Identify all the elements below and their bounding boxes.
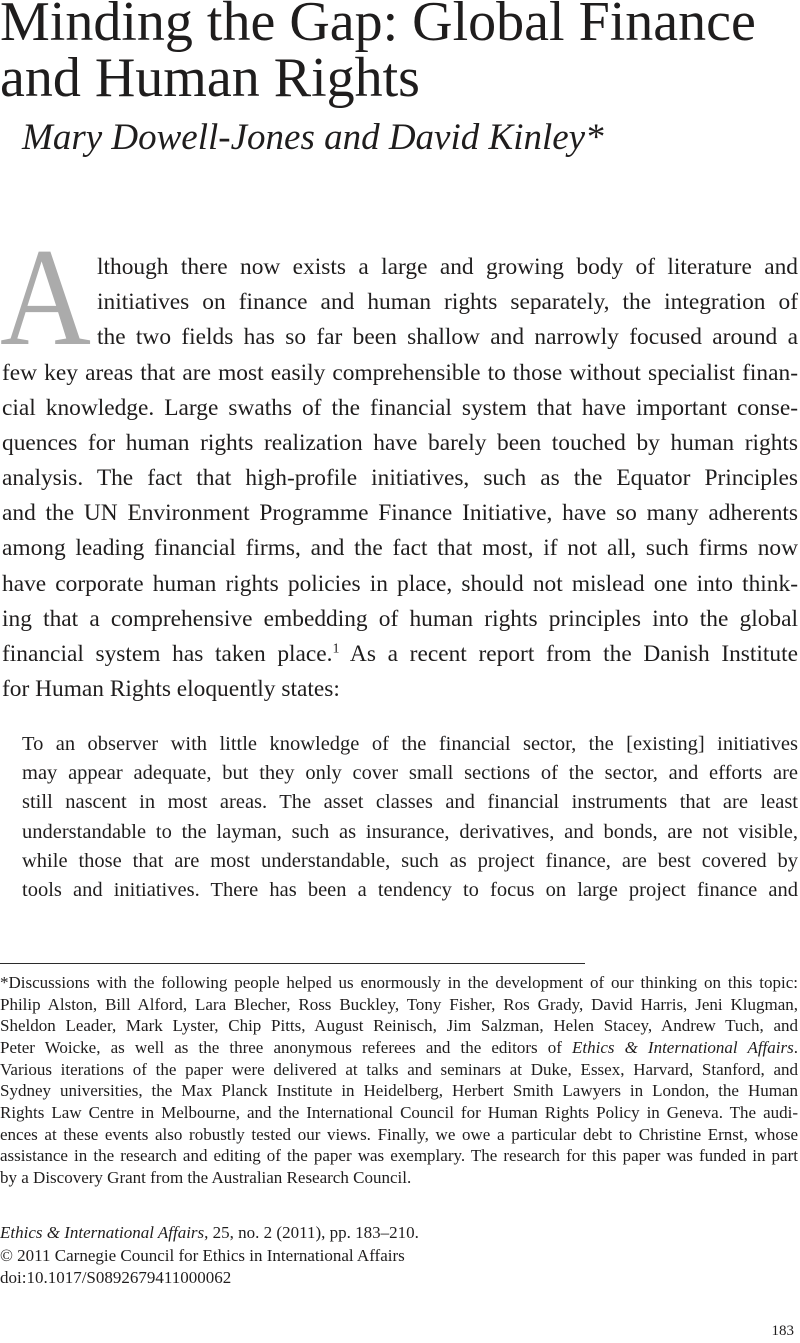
footnote-line: Sheldon Leader, Mark Lyster, Chip Pitts, August Reinisch, Jim Salzman, Helen Stacey, Andrew Tuch, and [0,1016,798,1036]
body-line: among leading financial firms, and the fact that most, if not all, such firms now [2,535,798,562]
body-line: ing that a comprehensive embedding of human rights principles into the global [2,605,798,632]
footnote-line-text: Peter Woicke, as well as the three anonymous referees and the editors of [0,1038,572,1058]
article-authors: Mary Dowell-Jones and David Kinley* [22,117,604,158]
footnote-line: Rights Law Centre in Melbourne, and the International Council for Human Rights Policy in Geneva. The audi- [0,1103,798,1123]
footnote-line: Sydney universities, the Max Planck Institute in Heidelberg, Herbert Smith Lawyers in London, the Human [0,1081,798,1101]
quote-line: still nascent in most areas. The asset classes and financial instruments that are least [22,791,798,814]
footnote-line: Philip Alston, Bill Alford, Lara Blecher, Ross Buckley, Tony Fisher, Ros Grady, David Harris, Jeni Klugman, [0,994,798,1014]
footnote-ref-1: 1 [332,640,340,657]
drop-cap: A [0,220,91,375]
body-line-text: As a recent report from the Danish Institute [339,640,798,667]
title-line: and Human Rights [0,47,420,109]
quote-line: may appear adequate, but they only cover small sections of the sector, and efforts are [22,762,798,785]
footnote-line: Various iterations of the paper were delivered at talks and seminars at Duke, Essex, Harvard, Stanford, and [0,1059,798,1079]
citation-details: , 25, no. 2 (2011), pp. 183–210. [204,1223,419,1242]
title-line: Minding the Gap: Global Finance [0,0,756,53]
footnote-line: *Discussions with the following people helped us enormously in the development of our thinking on this topic: [0,973,798,992]
quote-line: understandable to the layman, such as insurance, derivatives, and bonds, are not visible, [22,820,798,843]
footnote-line: ences at these events also robustly tested our views. Finally, we owe a particular debt to Christine Ernst, whose [0,1124,798,1144]
body-line: quences for human rights realization have barely been touched by human rights [2,429,798,456]
footnote-line-text: . [793,1038,798,1058]
footnote-line: assistance in the research and editing of the paper was exemplary. The research for this paper was funded in part [0,1146,798,1166]
footnote-rule [0,963,585,964]
quote-line: while those that are most understandable, such as project finance, are best covered by [22,849,798,872]
body-line: have corporate human rights policies in place, should not mislead one into think- [2,570,798,597]
body-line: the two fields has so far been shallow and narrowly focused around a [97,324,798,351]
copyright-line: © 2011 Carnegie Council for Ethics in International Affairs [0,1245,405,1265]
body-line-text: financial system has taken place. [2,640,333,667]
journal-title: Ethics & International Affairs [0,1223,205,1242]
footnote [0,972,798,1189]
body-line: few key areas that are most easily comprehensible to those without specialist finan- [2,359,798,386]
page-number: 183 [771,1323,794,1339]
citation-line [0,1222,800,1245]
body-line: and the UN Environment Programme Finance Initiative, have so many adherents [2,500,798,527]
article-title [0,0,800,109]
body-line: cial knowledge. Large swaths of the financial system that have important conse- [2,394,798,421]
citation-block [0,1222,800,1290]
body-line: for Human Rights eloquently states: [2,676,340,703]
quote-line: tools and initiatives. There has been a tendency to focus on large project finance and [22,879,798,902]
footnote-line [0,1037,798,1059]
footnote-line: by a Discovery Grant from the Australian Research Council. [0,1168,412,1188]
doi-line: doi:10.1017/S0892679411000062 [0,1268,232,1287]
body-line [2,637,798,672]
journal-title-italic: Ethics & International Affairs [572,1038,794,1058]
body-line: analysis. The fact that high-profile initiatives, such as the Equator Principles [2,465,798,492]
quote-line: To an observer with little knowledge of the financial sector, the [existing] initiatives [22,733,798,755]
body-line: lthough there now exists a large and growing body of literature and [97,254,798,280]
block-quote [22,730,798,905]
body-line: initiatives on finance and human rights separately, the integration of [97,289,798,316]
body-paragraph [2,250,798,707]
